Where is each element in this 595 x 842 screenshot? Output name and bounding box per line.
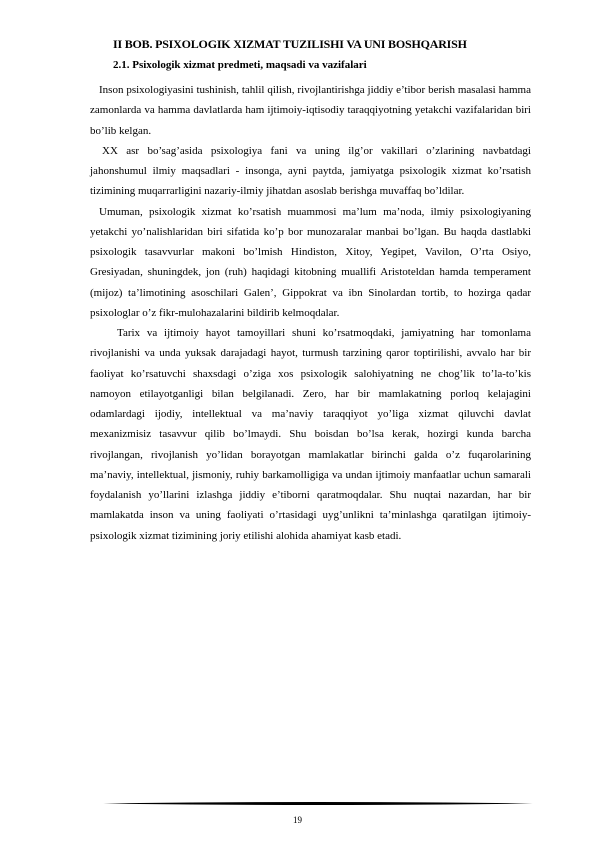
paragraph-3: Umuman, psixologik xizmat ko’rsatish muammosi ma’lum ma’noda, ilmiy psixologiyaning yetakchi yo’nalishlaridan biri sifatida ko’p bor munozaralar manbai bo’lgan. Bu haqda dastlabki psixologik tasavvurlar makoni bo’lmish Hindiston, Xitoy, Yegipet, Vavilon, O’rta Osiyo, Gresiyadan, shuningdek, jon (ruh) haqidagi kitobning muallifi Aristoteldan hamda temperament (mijoz) ta’limotining asoschilari Galen’, Gippokrat va ibn Sinolardan tortib, to hozirga qadar psixologlar o’z fikr-mulohazalarini bildirib kelmoqdalar.: [90, 205, 531, 319]
paragraph-1: Inson psixologiyasini tushinish, tahlil qilish, rivojlantirishga jiddiy e’tibor berish masalasi hamma zamonlarda va hamma davlatlarda ham ijtimoiy-iqtisodiy taraqqiyotning yetakchi vazifalaridan biri bo’lib kelgan.: [90, 84, 531, 137]
section-title: 2.1. Psixologik xizmat predmeti, maqsadi va vazifalari: [113, 59, 367, 71]
paragraph-4: Tarix va ijtimoiy hayot tamoyillari shuni ko’rsatmoqdaki, jamiyatning har tomonlama rivojlanishi va unda yuksak darajadagi hayot, turmush tarzining qaror toptirilishi, avvalo har bir faoliyat ko’rsatuvchi shaxsdagi o’ziga xos psixologik salohiyatning ne chog’lik to’la-to’kis namoyon etilayotganligi bilan belgilanadi. Zero, har bir mamlakatning porloq kelajagini odamlardagi ijodiy, intellektual va ma’naviy taraqqiyot yo’liga xizmat qiluvchi davlat mexanizmisiz tasavvur qilib bo’lmaydi. Shu boisdan bo’lsa kerak, hozirgi kunda barcha rivojlangan, rivojlanish yo’lidan borayotgan mamlakatlar birinchi galda o’z fuqarolarining ma’naviy, intellektual, jismoniy, ruhiy barkamolligiga va undan ijtimoiy manfaatlar uchun samarali foydalanish yo’llarini izlashga jiddiy e’tiborni qaratmoqdalar. Shu nuqtai nazardan, har bir mamlakatda inson va uning faoliyati o’rtasidagi uyg’unlikni ta’minlashga qaratilgan ijtimoiy-psixologik xizmat tizimining joriy etilishi alohida ahamiyat kasb etadi.: [90, 327, 531, 542]
chapter-title: II BOB. PSIXOLOGIK XIZMAT TUZILISHI VA UNI BOSHQARISH: [113, 37, 467, 51]
body-text: [90, 80, 531, 546]
paragraph-2: XX asr bo’sag’asida psixologiya fani va uning ilg’or vakillari o’zlarining navbatdagi jahonshumul ilmiy maqsadlari - insonga, ayni paytda, jamiyatga psixologik xizmat ko’rsatish tizimining muqarrarligini nazariy-ilmiy jihatdan asoslab berishga muvaffaq bo’ldilar.: [90, 144, 531, 198]
page-number: 19: [293, 815, 302, 825]
footer-divider: [103, 801, 533, 806]
